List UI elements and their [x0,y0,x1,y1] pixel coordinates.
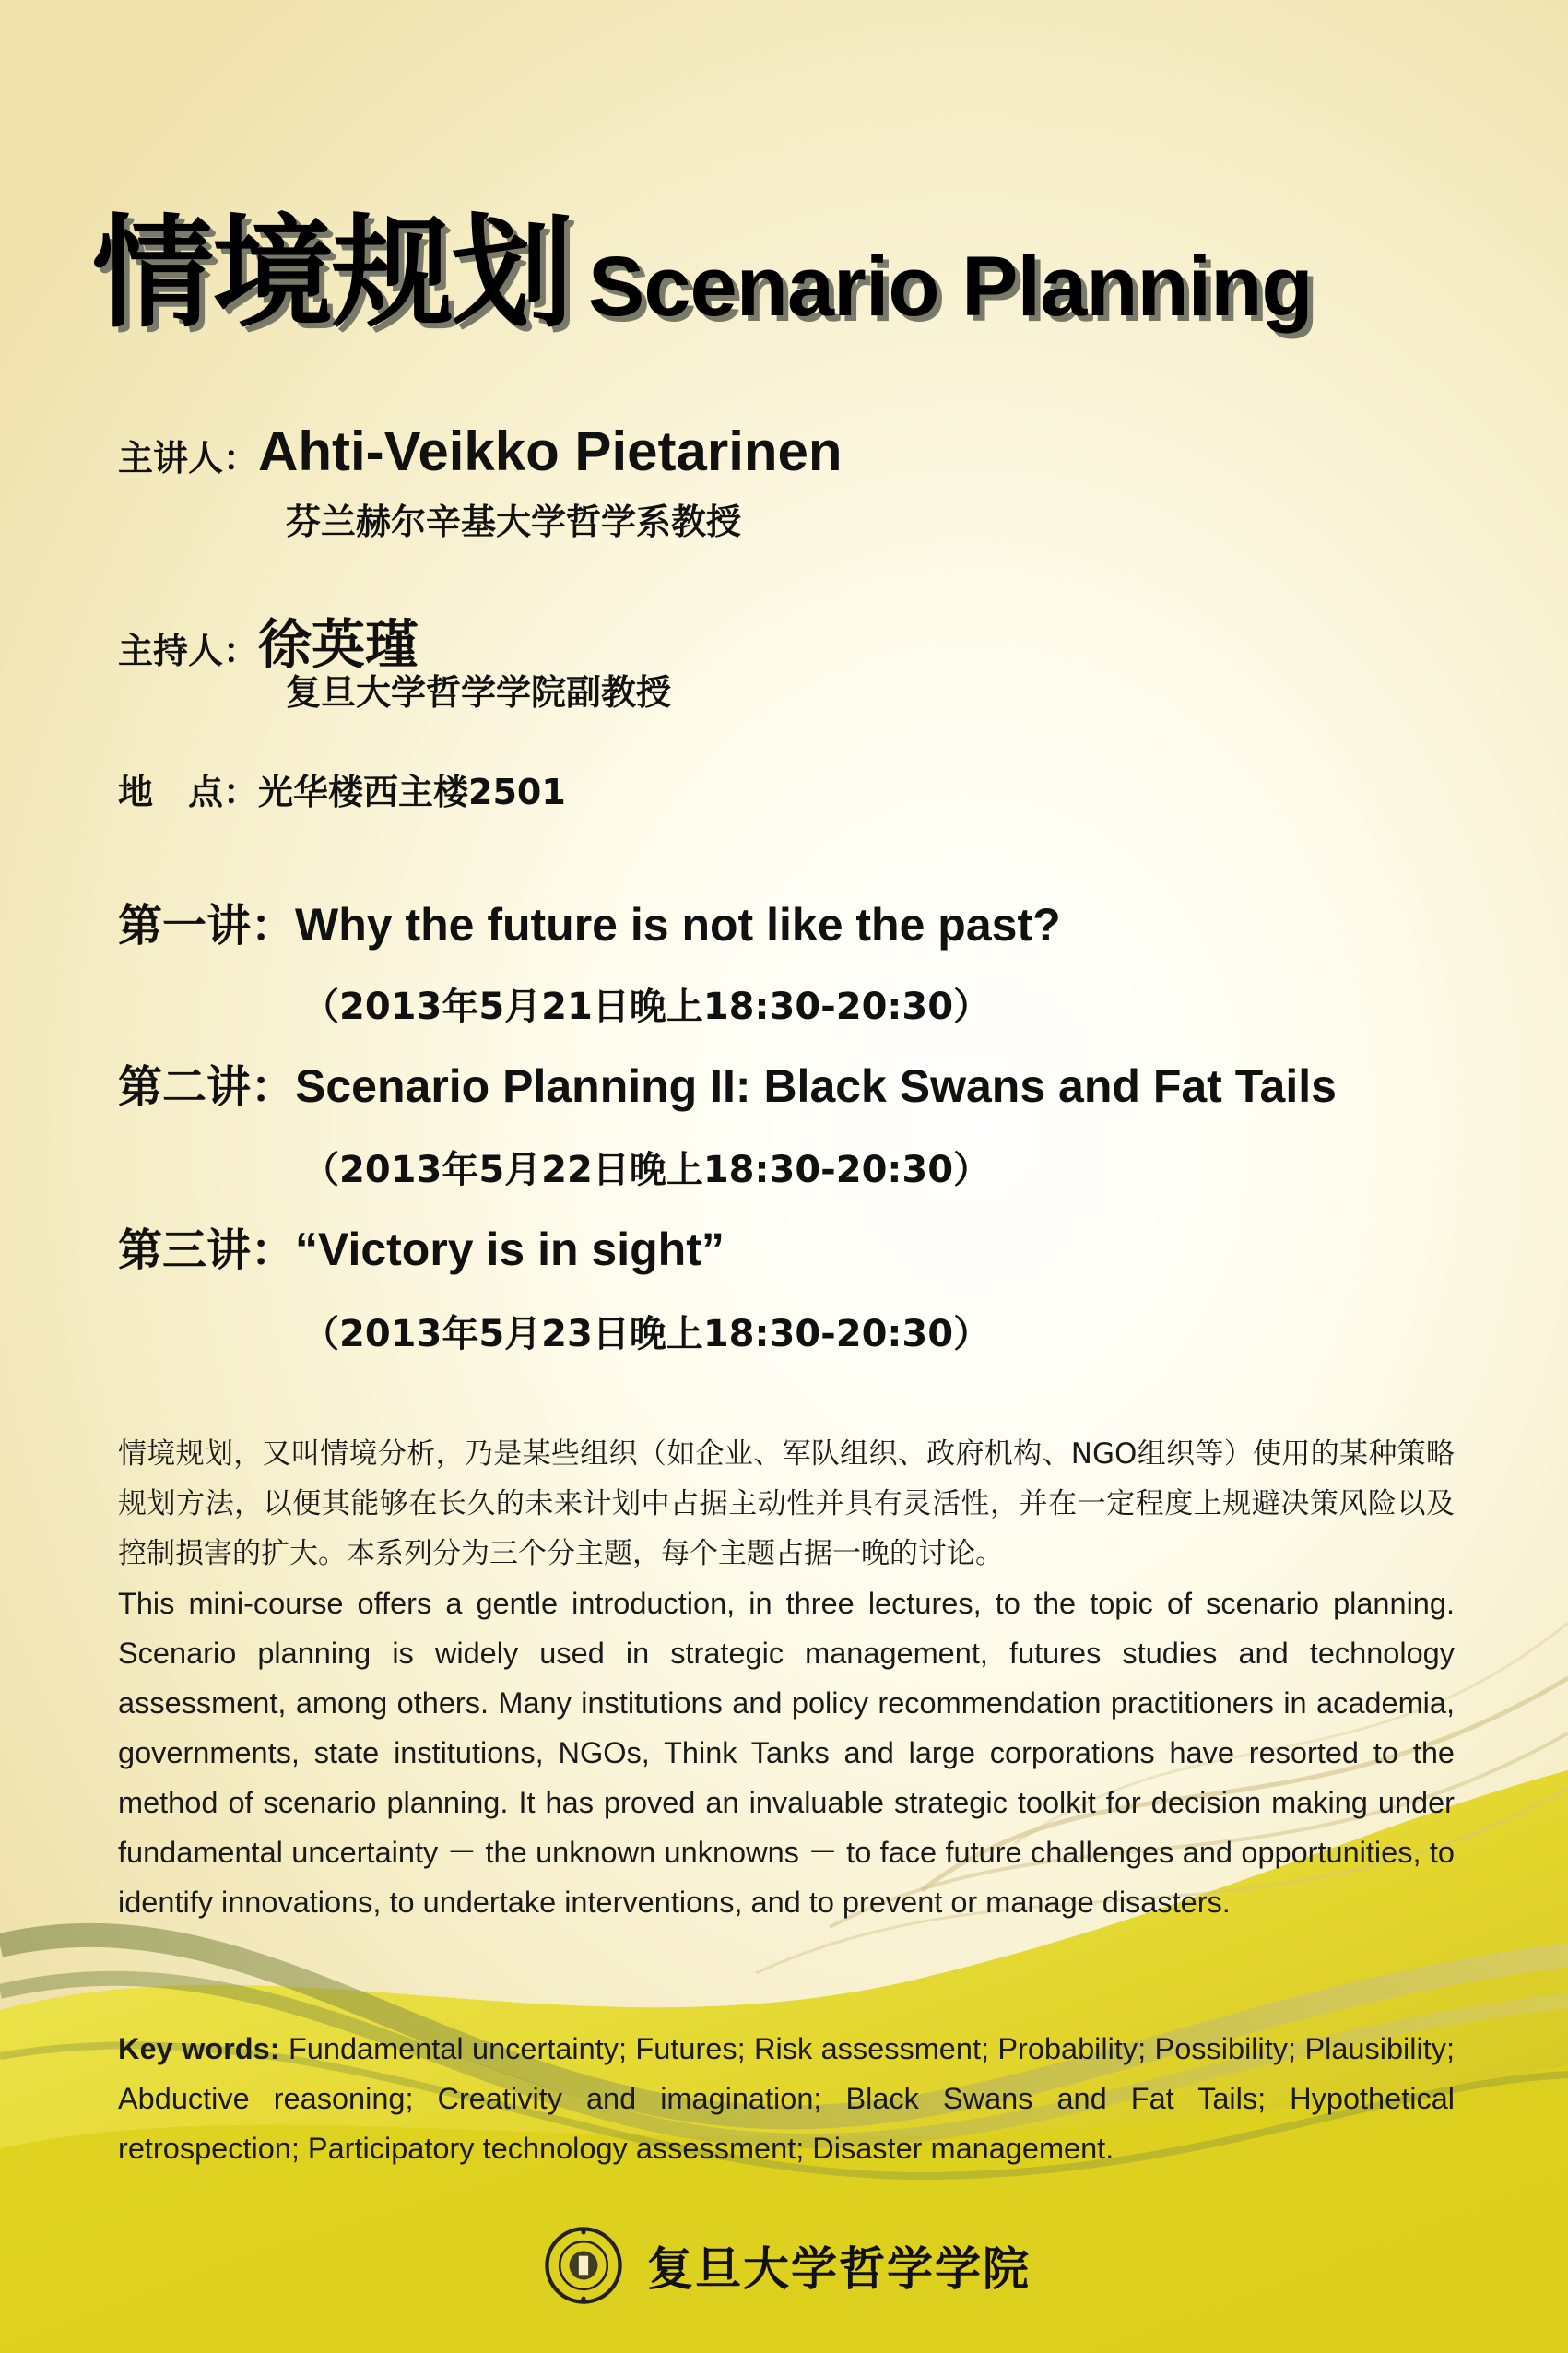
description [118,1429,1455,1927]
keywords-text: Fundamental uncertainty; Futures; Risk assessment; Probability; Possibility; Plausibility; Abductive reasoning; Creativity and imagination; Black Swans and Fat Tails; Hypothetical retrospection; Participatory technology assessment; Disaster management. [118,2032,1456,2165]
lecture-1 [118,890,1061,953]
lecture-2 [118,1051,1337,1115]
poster-title [92,175,1530,350]
host-name: 徐英瑾 [258,613,419,676]
keywords-label: Key words: [118,2032,280,2065]
speaker-name: Ahti-Veikko Pietarinen [258,420,843,482]
lecture-1-date: （2013年5月21日晚上18:30-20:30） [302,986,991,1028]
lecture-3-title: “Victory is in sight” [295,1224,725,1275]
host-label: 主持人： [118,631,259,671]
host-affiliation: 复旦大学哲学学院副教授 [286,672,672,713]
location-row [118,763,566,814]
location-label: 地 点： [118,772,259,812]
description-english: This mini-course offers a gentle introduction, in three lectures, to the topic of scenario planning. Scenario planning is widely used in strategic management, futures studies and technology assessment, among others. Many institutions and policy recommendation practitioners in academia, governments, state institutions, NGOs, Think Tanks and large corporations have resorted to the method of scenario planning. It has proved an invaluable strategic toolkit for decision making under fundamental uncertainty － the unknown unknowns － to face future challenges and opportunities, to identify innovations, to undertake interventions, and to prevent or manage disasters. [118,1587,1455,1919]
speaker-label: 主讲人： [118,438,259,479]
lecture-1-title: Why the future is not like the past? [295,899,1061,951]
lecture-3 [118,1214,725,1278]
lecture-3-number: 第三讲： [118,1224,296,1276]
lecture-2-number: 第二讲： [118,1061,296,1113]
institution-name: 复旦大学哲学学院 [647,2242,1031,2296]
footer [544,2224,1031,2307]
lecture-1-number: 第一讲： [118,900,296,952]
speaker-affiliation: 芬兰赫尔辛基大学哲学系教授 [286,502,742,542]
lecture-2-title: Scenario Planning II: Black Swans and Fat Tails [295,1060,1337,1112]
title-chinese: 情境规划 [92,203,572,345]
lecture-2-date: （2013年5月22日晚上18:30-20:30） [302,1149,991,1191]
title-english: Scenario Planning [588,240,1313,334]
description-chinese: 情境规划，又叫情境分析，乃是某些组织（如企业、军队组织、政府机构、NGO组织等）使用的某种策略规划方法，以便其能够在长久的未来计划中占据主动性并具有灵活性，并在一定程度上规避决策风险以及控制损害的扩大。本系列分为三个分主题，每个主题占据一晚的讨论。 [118,1437,1455,1570]
location-value: 光华楼西主楼2501 [258,772,566,812]
lecture-3-date: （2013年5月23日晚上18:30-20:30） [302,1313,991,1355]
speaker-row [118,420,843,483]
keywords [118,2024,1455,2173]
fudan-seal-icon [544,2226,623,2305]
